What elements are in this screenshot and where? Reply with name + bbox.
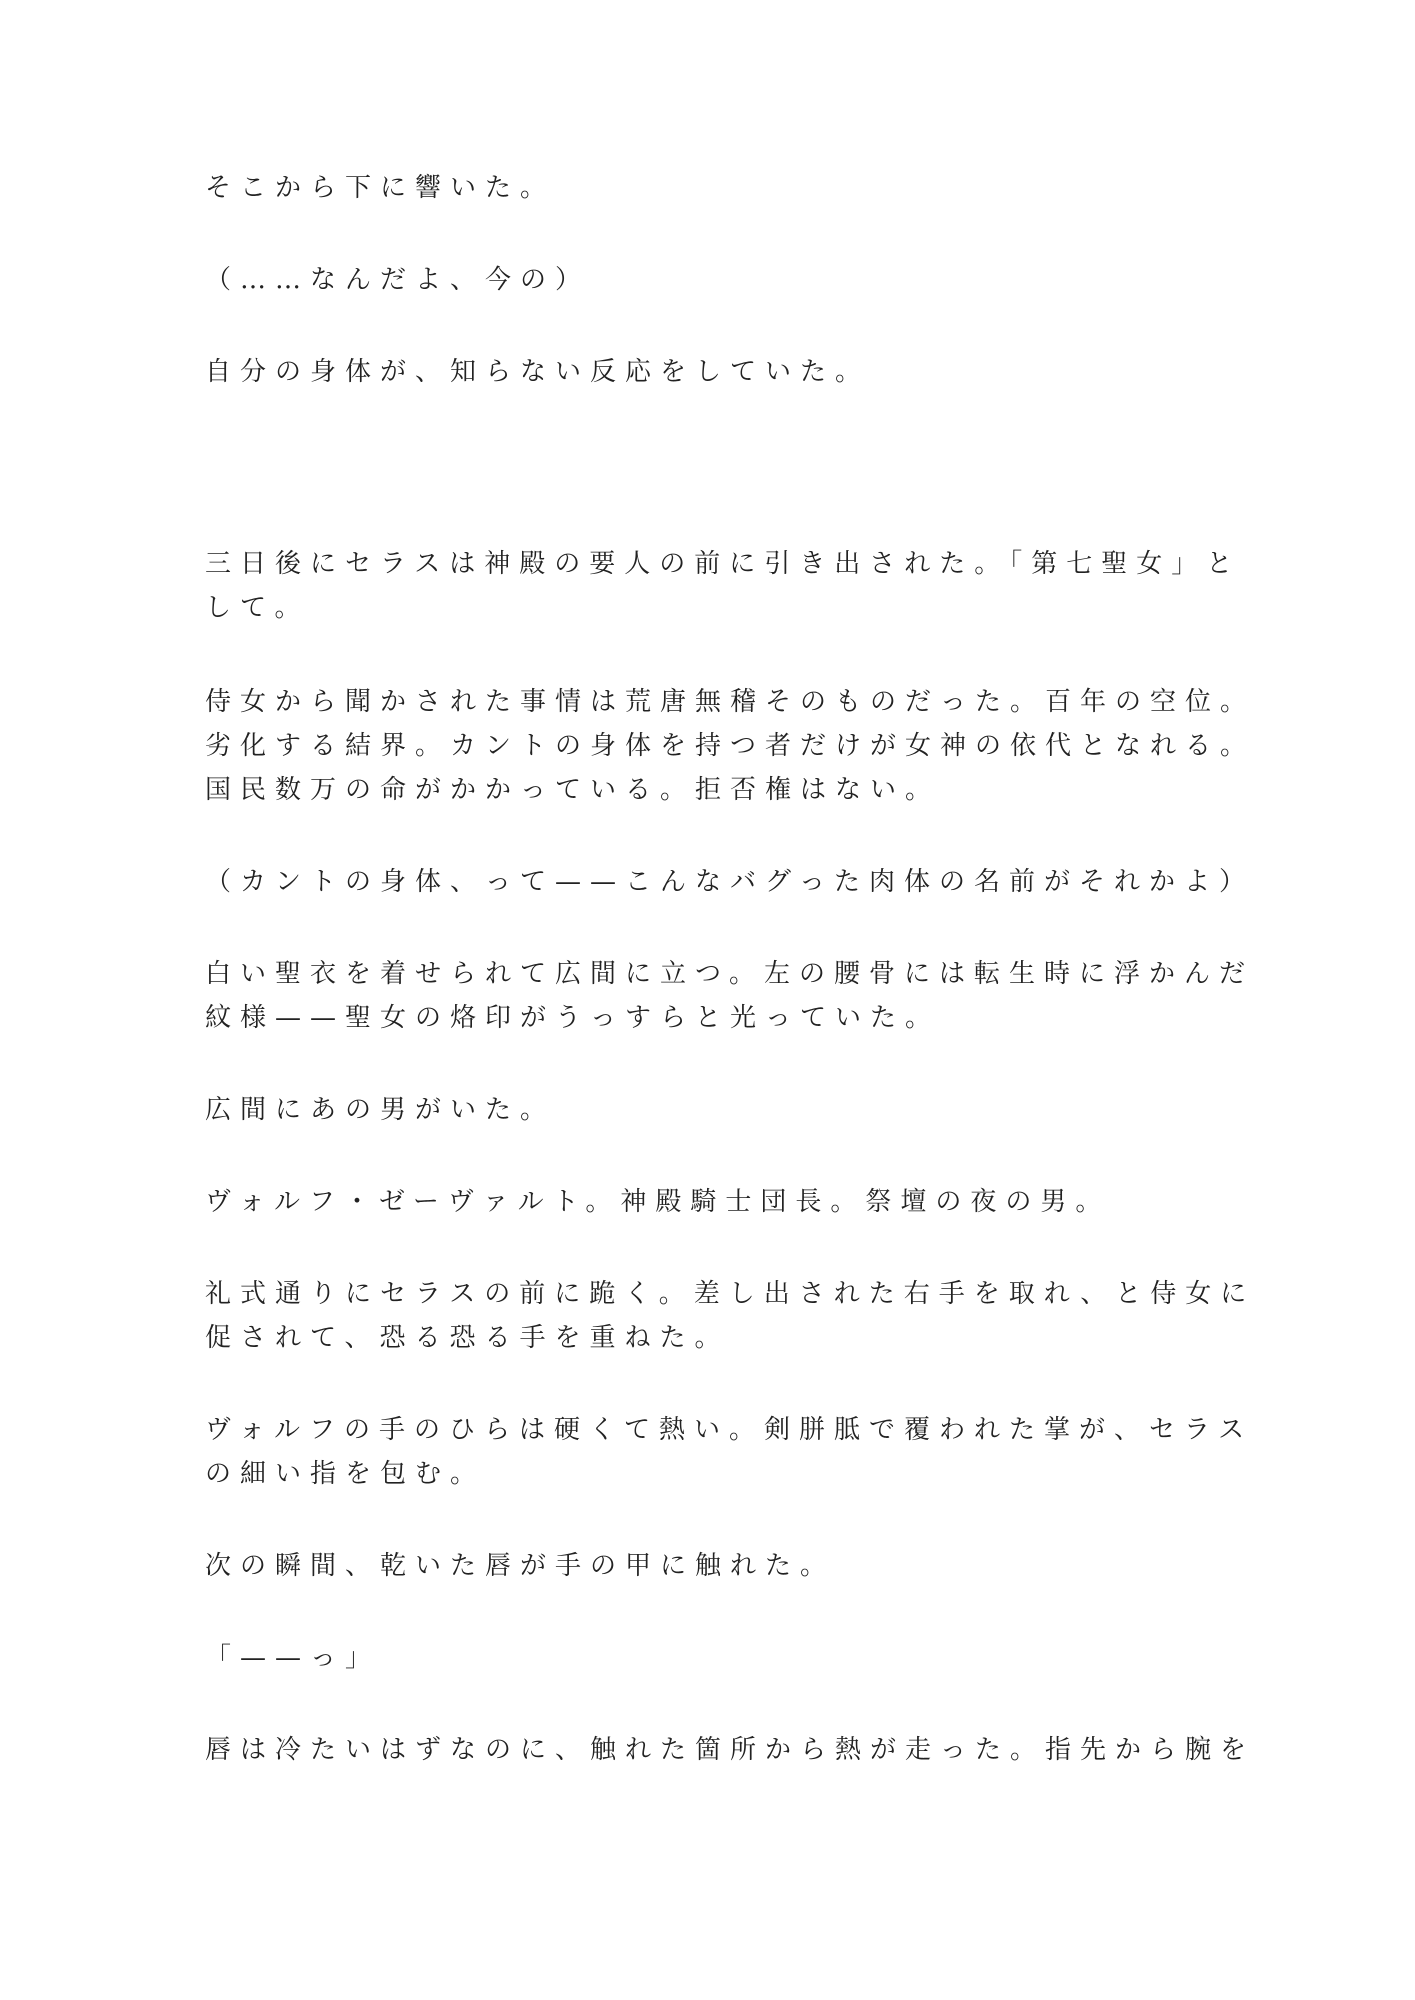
text-line: して。 [205,593,310,623]
text-line: 三日後にセラスは神殿の要人の前に引き出された。「第七聖女」と [205,549,1242,579]
text-line: 白い聖衣を着せられて広間に立つ。左の腰骨には転生時に浮かんだ [205,959,1254,989]
text-line: 劣化する結界。カントの身体を持つ者だけが女神の依代となれる。 [205,731,1256,761]
text-line: ヴォルフ・ゼーヴァルト。神殿騎士団長。祭壇の夜の男。 [205,1187,1111,1217]
text-line: 礼式通りにセラスの前に跪く。差し出された右手を取れ、と侍女に [205,1279,1256,1309]
text-line: 次の瞬間、乾いた唇が手の甲に触れた。 [205,1551,836,1581]
text-line: （カントの身体、って——こんなバグった肉体の名前がそれかよ） [205,867,1254,897]
text-line: そこから下に響いた。 [205,173,556,203]
text-line: 促されて、恐る恐る手を重ねた。 [205,1323,730,1353]
text-line: ヴォルフの手のひらは硬くて熱い。剣胼胝で覆われた掌が、セラス [205,1415,1254,1445]
document-page [205,0,1256,2000]
text-line: の細い指を包む。 [205,1459,486,1489]
text-line: 自分の身体が、知らない反応をしていた。 [205,357,871,387]
text-line: 唇は冷たいはずなのに、触れた箇所から熱が走った。指先から腕を [205,1735,1256,1765]
text-line: 国民数万の命がかかっている。拒否権はない。 [205,775,941,805]
text-line: 広間にあの男がいた。 [205,1095,556,1125]
text-line: 紋様——聖女の烙印がうっすらと光っていた。 [205,1003,941,1033]
text-line: 「——っ」 [205,1643,381,1673]
text-line: （……なんだよ、今の） [205,265,591,295]
text-line: 侍女から聞かされた事情は荒唐無稽そのものだった。百年の空位。 [205,687,1256,717]
